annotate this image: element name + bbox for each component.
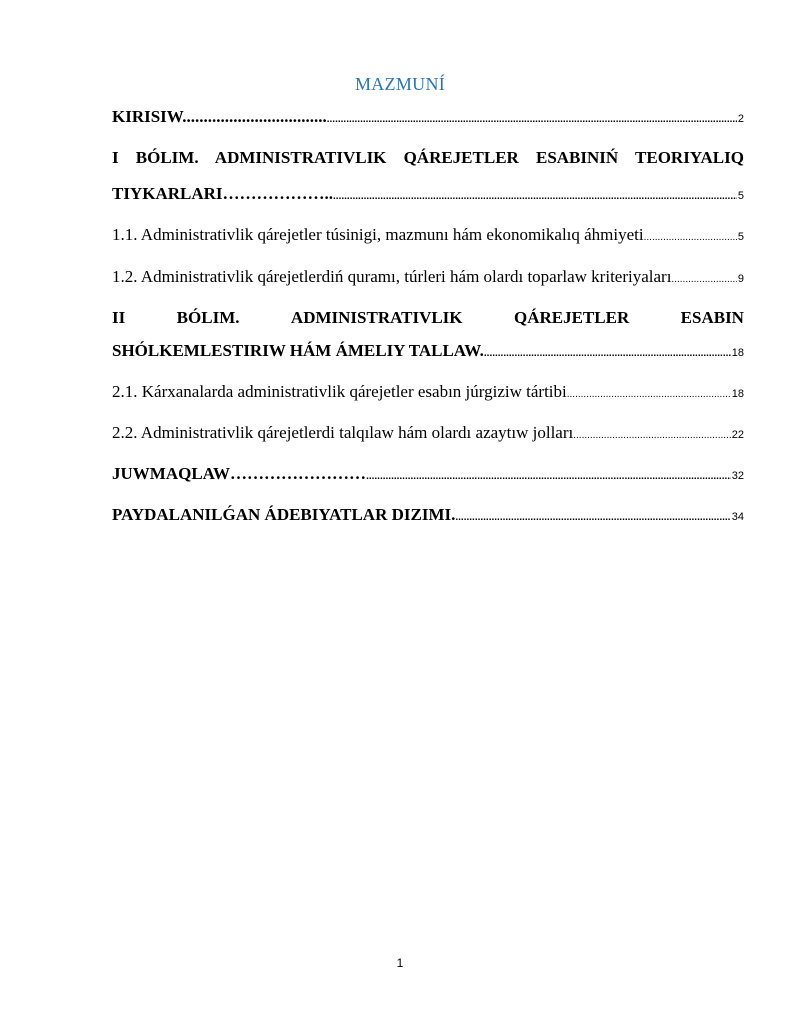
toc-entry-label: 1.1. Administrativlik qárejetler túsinigi, mazmunı hám ekonomikalıq áhmiyeti — [112, 225, 644, 244]
toc-page-number: 18 — [731, 388, 744, 400]
toc-page-number: 32 — [731, 470, 744, 482]
toc-entry-1-1[interactable] — [112, 224, 744, 249]
toc-word: II — [112, 308, 126, 327]
dot-leader — [455, 507, 730, 529]
toc-word: QÁREJETLER — [513, 308, 630, 327]
toc-entry-label: 2.1. Kárxanalarda administrativlik qárejetler esabın júrgiziw tártibi — [112, 382, 567, 401]
toc-word: ESABIN — [680, 308, 744, 327]
toc-entry-label: KIRISIW.................................. — [112, 107, 327, 126]
toc-word: BÓLIM. — [176, 308, 240, 327]
toc-entry-label: SHÓLKEMLESTIRIW HÁM ÁMELIY TALLAW. — [112, 341, 484, 360]
toc-page-number: 5 — [737, 190, 744, 202]
toc-title: MAZMUNÍ — [354, 74, 446, 94]
toc-entry-bolim1-line1[interactable]: I BÓLIM. ADMINISTRATIVLIK QÁREJETLER ESABINIŃ TEORIYALIQ — [112, 148, 744, 167]
toc-entry-label: TIYKARLARI……………….. — [112, 184, 334, 203]
toc-entry-label: JUWMAQLAW…………………… — [112, 464, 367, 483]
dot-leader — [573, 425, 731, 447]
toc-entry-kirisiw[interactable] — [112, 106, 744, 131]
toc-page-number: 5 — [737, 231, 744, 243]
toc-entry-label: 2.2. Administrativlik qárejetlerdi talqılaw hám olardı azaytıw jolları — [112, 423, 574, 442]
toc-entry-2-2[interactable] — [112, 422, 744, 447]
dot-leader — [644, 227, 737, 249]
toc-page-number: 34 — [731, 511, 744, 523]
toc-page-number: 18 — [731, 347, 744, 359]
dot-leader — [333, 186, 737, 208]
dot-leader — [327, 109, 737, 131]
dot-leader — [366, 466, 731, 488]
toc-entry-1-2[interactable] — [112, 266, 744, 291]
toc-entry-label: 1.2. Administrativlik qárejetlerdiń quramı, túrleri hám olardı toparlaw kriteriyaları — [112, 267, 672, 286]
table-of-contents — [112, 106, 744, 529]
dot-leader — [567, 384, 731, 406]
dot-leader — [671, 269, 736, 291]
dot-leader — [484, 343, 731, 365]
toc-entry-bolim1-line2[interactable] — [112, 183, 744, 208]
toc-entry-2-1[interactable] — [112, 381, 744, 406]
toc-word: ADMINISTRATIVLIK — [290, 308, 463, 327]
page-number-footer: 1 — [396, 956, 404, 970]
toc-page-number: 2 — [737, 113, 744, 125]
toc-entry-bolim2-line1[interactable] — [112, 307, 744, 329]
toc-page-number: 22 — [731, 429, 744, 441]
toc-page-number: 9 — [737, 273, 744, 285]
toc-entry-juwmaqlaw[interactable] — [112, 463, 744, 488]
toc-entry-bolim2-line2[interactable] — [112, 340, 744, 365]
toc-entry-label: PAYDALANILǴAN ÁDEBIYATLAR DIZIMI. — [112, 505, 456, 524]
toc-entry-paydalanilgan[interactable] — [112, 504, 744, 529]
